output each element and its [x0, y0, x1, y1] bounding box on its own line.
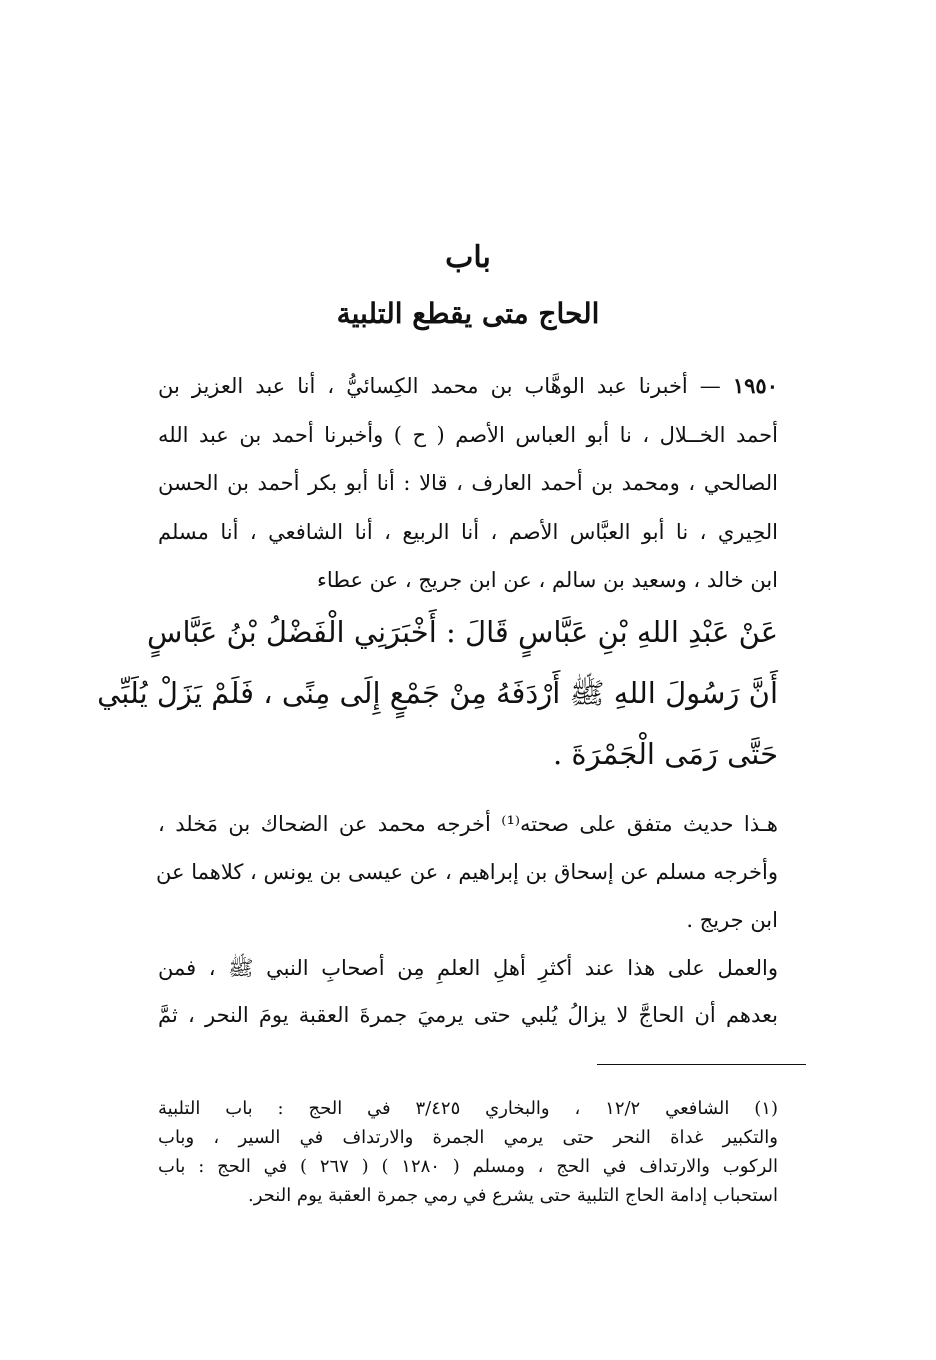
footnote-line: الركوب والارتداف في الحج ، ومسلم ( ١٢٨٠ ) ( ٢٦٧ ) في الحج : باب: [158, 1156, 779, 1177]
practice-line: بعدهم أن الحاجَّ لا يزالُ يُلبي حتى يرميَ جمرةَ العقبة يومَ النحر ، ثمَّ: [158, 1003, 778, 1027]
hadith-number: ١٩٥٠: [732, 373, 778, 398]
isnad-line-text: — أخبرنا عبد الوهَّاب بن محمد الكِسائيُّ ، أنا عبد العزيز بن: [158, 374, 721, 398]
isnad-line: أحمد الخــلال ، نا أبو العباس الأصم ( ح ) وأخبرنا أحمد بن عبد الله: [158, 422, 778, 447]
commentary-paragraph: [158, 800, 778, 944]
practice-paragraph: [158, 945, 778, 1039]
footnote-line: استحباب إدامة الحاج التلبية حتى يشرع في رمي جمرة العقبة يوم النحر.: [248, 1185, 778, 1206]
footnote-separator: [597, 1064, 806, 1065]
footnote-line: (١) الشافعي ١٢/٢ ، والبخاري ٣/٤٢٥ في الحج : باب التلبية: [158, 1098, 778, 1119]
footnote-line: والتكبير غداة النحر حتى يرمي الجمرة والارتداف في السير ، وباب: [158, 1127, 778, 1148]
commentary-line: ابن جريج .: [686, 908, 778, 932]
chapter-title: الحاج متى يقطع التلبية: [336, 297, 600, 330]
isnad-line: [158, 362, 778, 411]
matn-line: عَنْ عَبْدِ اللهِ بْنِ عَبَّاسٍ قَالَ : أَخْبَرَنِي الْفَضْلُ بْنُ عَبَّاسٍ: [147, 615, 778, 649]
practice-line: والعمل على هذا عند أكثرِ أهلِ العلمِ مِن أصحابِ النبي ﷺ ، فمن: [158, 956, 778, 980]
isnad-paragraph: [158, 362, 778, 605]
hadith-text: [97, 602, 778, 785]
isnad-line: الصالحي ، ومحمد بن أحمد العارف ، قالا : أنا أبو بكر أحمد بن الحسن: [158, 471, 778, 495]
footnote: [158, 1094, 778, 1210]
matn-line: حَتَّى رَمَى الْجَمْرَةَ .: [552, 737, 778, 771]
commentary-line: وأخرجه مسلم عن إسحاق بن إبراهيم ، عن عيسى بن يونس ، كلاهما عن: [156, 860, 778, 884]
matn-line: أَنَّ رَسُولَ اللهِ ﷺ أَرْدَفَهُ مِنْ جَمْعٍ إِلَى مِنًى ، فَلَمْ يَزَلْ يُلَبِّي: [97, 676, 778, 710]
isnad-line: ابن خالد ، وسعيد بن سالم ، عن ابن جريج ، عن عطاء: [316, 568, 778, 592]
chapter-label: باب: [445, 240, 491, 275]
isnad-line: الحِيري ، نا أبو العبَّاس الأصم ، أنا الربيع ، أنا الشافعي ، أنا مسلم: [158, 519, 778, 544]
commentary-line: هـذا حديث متفق على صحته⁽¹⁾ أخرجه محمد عن الضحاك بن مَخلد ،: [158, 812, 779, 836]
